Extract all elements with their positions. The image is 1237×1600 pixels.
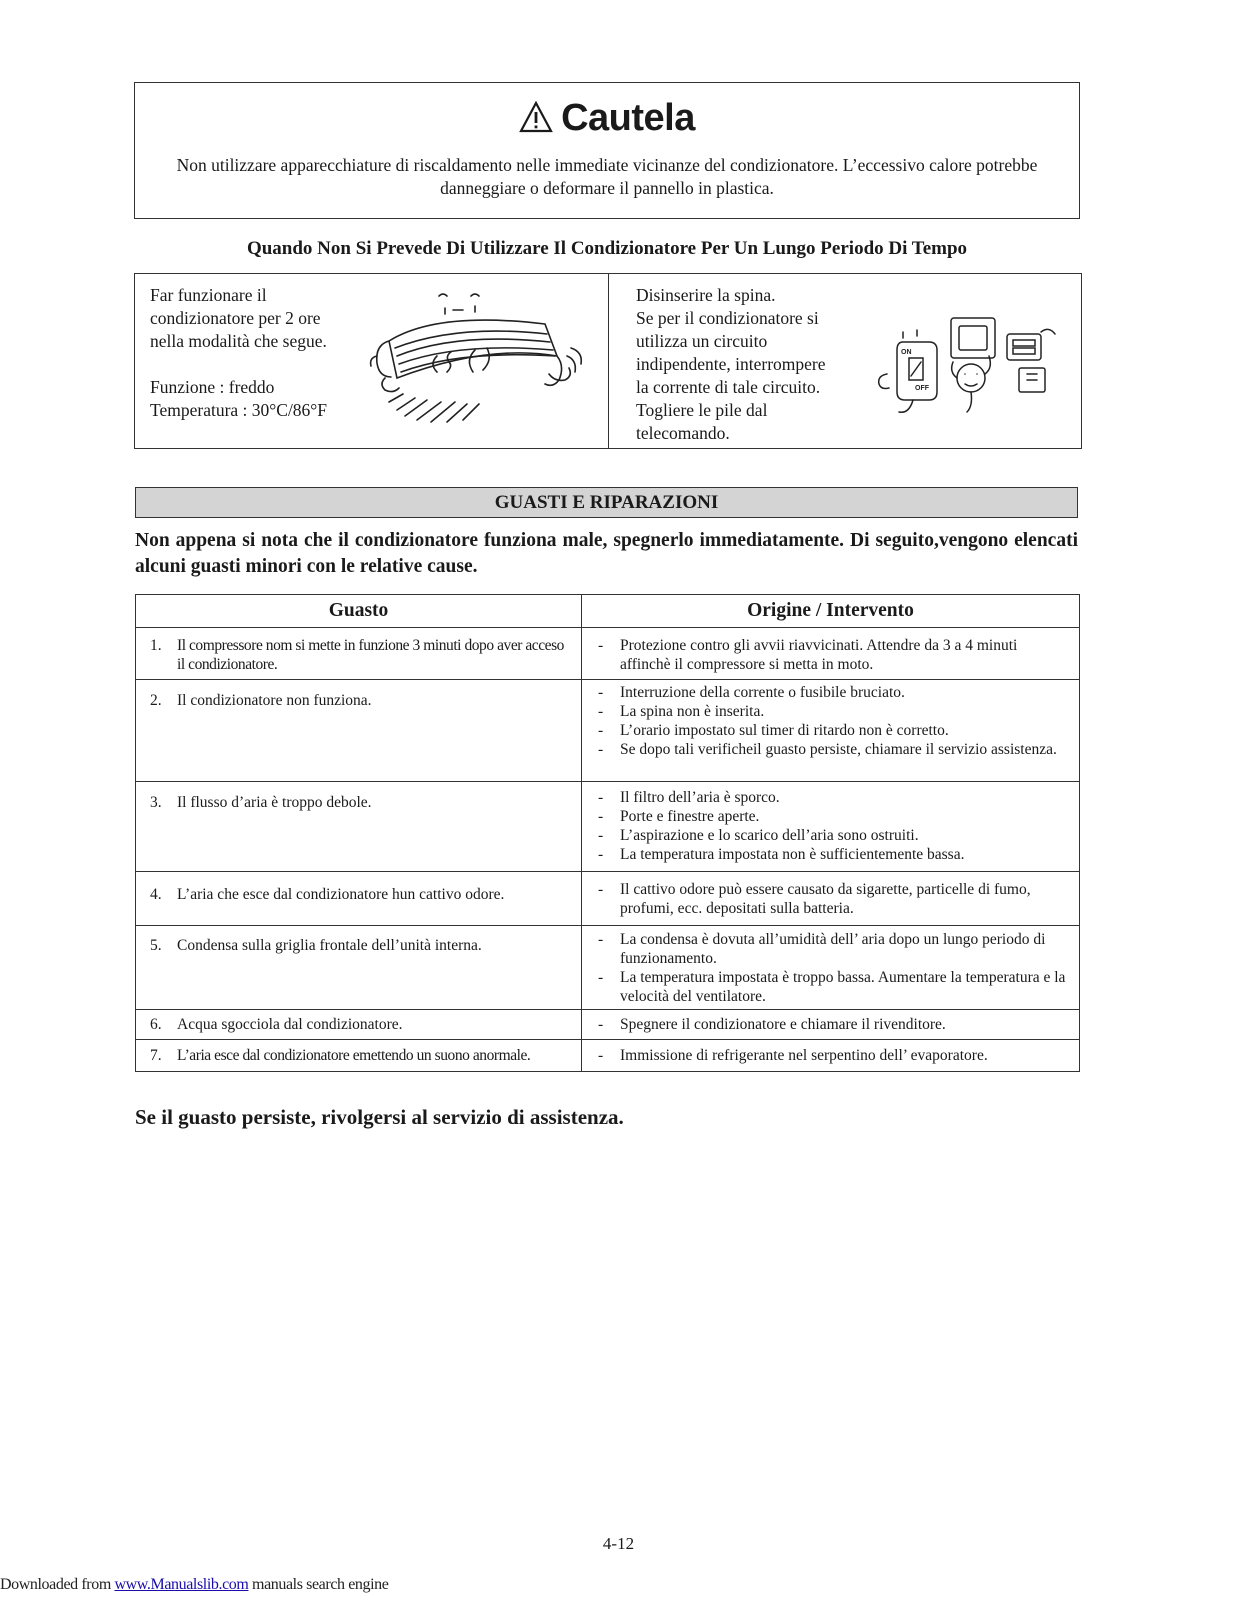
cause-text: La spina non è inserita.: [620, 703, 765, 720]
problem-text: Il compressore nom si mette in funzione 3 minuti dopo aver acceso il condizionatore.: [177, 637, 564, 673]
cause-text: Il cattivo odore può essere causato da sigarette, particelle di fumo, profumi, ecc. depositati sulla batteria.: [620, 881, 1031, 917]
row-number: 7.: [150, 1047, 162, 1064]
caution-title-text: Cautela: [561, 97, 695, 139]
cause-text: La condensa è dovuta all’umidità dell’ aria dopo un lungo periodo di funzionamento.: [620, 931, 1046, 967]
box-divider: [608, 274, 609, 448]
row-number: 6.: [150, 1016, 162, 1033]
cause-text: Porte e finestre aperte.: [620, 808, 760, 825]
section-intro: Non appena si nota che il condizionatore funziona male, spegnerlo immediatamente. Di seguito,vengono elencati alcuni guasti minori con le relative cause.: [135, 530, 1078, 577]
problem-text: Acqua sgocciola dal condizionatore.: [177, 1016, 403, 1033]
footer: [0, 1576, 388, 1594]
problem-text: L’aria esce dal condizionatore emettendo un suono anormale.: [177, 1047, 531, 1064]
row-number: 3.: [150, 794, 162, 811]
caution-text: Non utilizzare apparecchiature di riscaldamento nelle immediate vicinanze del condizionatore. L’eccessivo calore potrebbe danneggiare o deformare il pannello in plastica.: [176, 155, 1038, 198]
cause-text: L’orario impostato sul timer di ritardo non è corretto.: [620, 722, 949, 739]
table-row: 6. Acqua sgocciola dal condizionatore. - Spegnere il condizionatore e chiamare il rivenditore.: [136, 1010, 1080, 1040]
header-guasto: Guasto: [136, 595, 582, 628]
troubleshooting-table: [135, 594, 1080, 1072]
caution-box: [134, 82, 1080, 219]
page-number: 4-12: [602, 1534, 635, 1553]
long-period-heading: Quando Non Si Prevede Di Utilizzare Il Condizionatore Per Un Lungo Periodo Di Tempo: [246, 238, 968, 259]
table-row: 4. L’aria che esce dal condizionatore hun cattivo odore. - Il cattivo odore può essere causato da sigarette, particelle di fumo, profumi, ecc. depositati sulla batteria.: [136, 872, 1080, 926]
problem-text: L’aria che esce dal condizionatore hun cattivo odore.: [177, 886, 505, 903]
long-period-box: [134, 273, 1082, 449]
switch-off-label: OFF: [915, 385, 929, 392]
cause-text: Interruzione della corrente o fusibile bruciato.: [620, 684, 905, 701]
cause-text: Protezione contro gli avvii riavvicinati. Attendre da 3 a 4 minuti affinchè il compressore si metta in moto.: [620, 637, 1018, 673]
footer-link[interactable]: www.Manualslib.com: [114, 1576, 249, 1593]
warning-icon: [519, 101, 553, 133]
table-row: 1. Il compressore nom si mette in funzione 3 minuti dopo aver acceso il condizionatore. - Protezione contro gli avvii riavvicinati. Attendre da 3 a 4 minuti affinchè il compressore si metta in moto.: [136, 628, 1080, 680]
long-period-right-text: Disinserire la spina. Se per il condizionatore si utilizza un circuito indipendente, interrompere la corrente di tale circuito. Togliere le pile dal telecomando.: [636, 285, 826, 443]
row-number: 1.: [150, 637, 162, 654]
footer-suffix: manuals search engine: [248, 1576, 389, 1593]
header-origine: Origine / Intervento: [582, 595, 1080, 628]
cause-text: Spegnere il condizionatore e chiamare il rivenditore.: [620, 1016, 946, 1033]
closing-text: Se il guasto persiste, rivolgersi al servizio di assistenza.: [135, 1105, 624, 1129]
table-row: 5. Condensa sulla griglia frontale dell’unità interna. - La condensa è dovuta all’umidità dell’ aria dopo un lungo periodo di funzionamento. - La temperatura impostata è troppo bassa. Aumentare la temperatura e la velocità del ventilatore.: [136, 926, 1080, 1010]
row-number: 4.: [150, 886, 162, 903]
air-conditioner-illustration: [367, 286, 587, 436]
problem-text: Il condizionatore non funziona.: [177, 692, 372, 709]
cause-text: Se dopo tali verificheil guasto persiste, chiamare il servizio assistenza.: [620, 741, 1057, 758]
cause-text: La temperatura impostata non è sufficientemente bassa.: [620, 846, 965, 863]
table-row: 7. L’aria esce dal condizionatore emettendo un suono anormale. - Immissione di refrigerante nel serpentino dell’ evaporatore.: [136, 1040, 1080, 1072]
footer-prefix: Downloaded from: [0, 1576, 115, 1593]
long-period-left-text: Far funzionare il condizionatore per 2 ore nella modalità che segue. Funzione : freddo Temperatura : 30°C/86°F: [150, 285, 328, 420]
table-header-row: [136, 595, 1080, 628]
problem-text: Condensa sulla griglia frontale dell’unità interna.: [177, 937, 482, 954]
caution-title: [135, 97, 1079, 140]
cause-text: L’aspirazione e lo scarico dell’aria sono ostruiti.: [620, 827, 919, 844]
table-row: 2. Il condizionatore non funziona. - Interruzione della corrente o fusibile bruciato. - La spina non è inserita. - L’orario impostato sul timer di ritardo non è corretto. - Se dopo tali verificheil guasto persiste, chiamare il servizio assistenza.: [136, 680, 1080, 782]
table-row: 3. Il flusso d’aria è troppo debole. - Il filtro dell’aria è sporco. - Porte e finestre aperte. - L’aspirazione e lo scarico dell’aria sono ostruiti. - La temperatura impostata non è sufficientemente bassa.: [136, 782, 1080, 872]
switch-on-label: ON: [901, 349, 912, 356]
cause-text: La temperatura impostata è troppo bassa. Aumentare la temperatura e la velocità del ventilatore.: [620, 969, 1066, 1005]
section-header: GUASTI E RIPARAZIONI: [135, 487, 1078, 518]
row-number: 2.: [150, 692, 162, 709]
cause-text: Il filtro dell’aria è sporco.: [620, 789, 780, 806]
problem-text: Il flusso d’aria è troppo debole.: [177, 794, 372, 811]
plug-and-remote-illustration: [867, 314, 1067, 414]
cause-text: Immissione di refrigerante nel serpentino dell’ evaporatore.: [620, 1047, 988, 1064]
row-number: 5.: [150, 937, 162, 954]
